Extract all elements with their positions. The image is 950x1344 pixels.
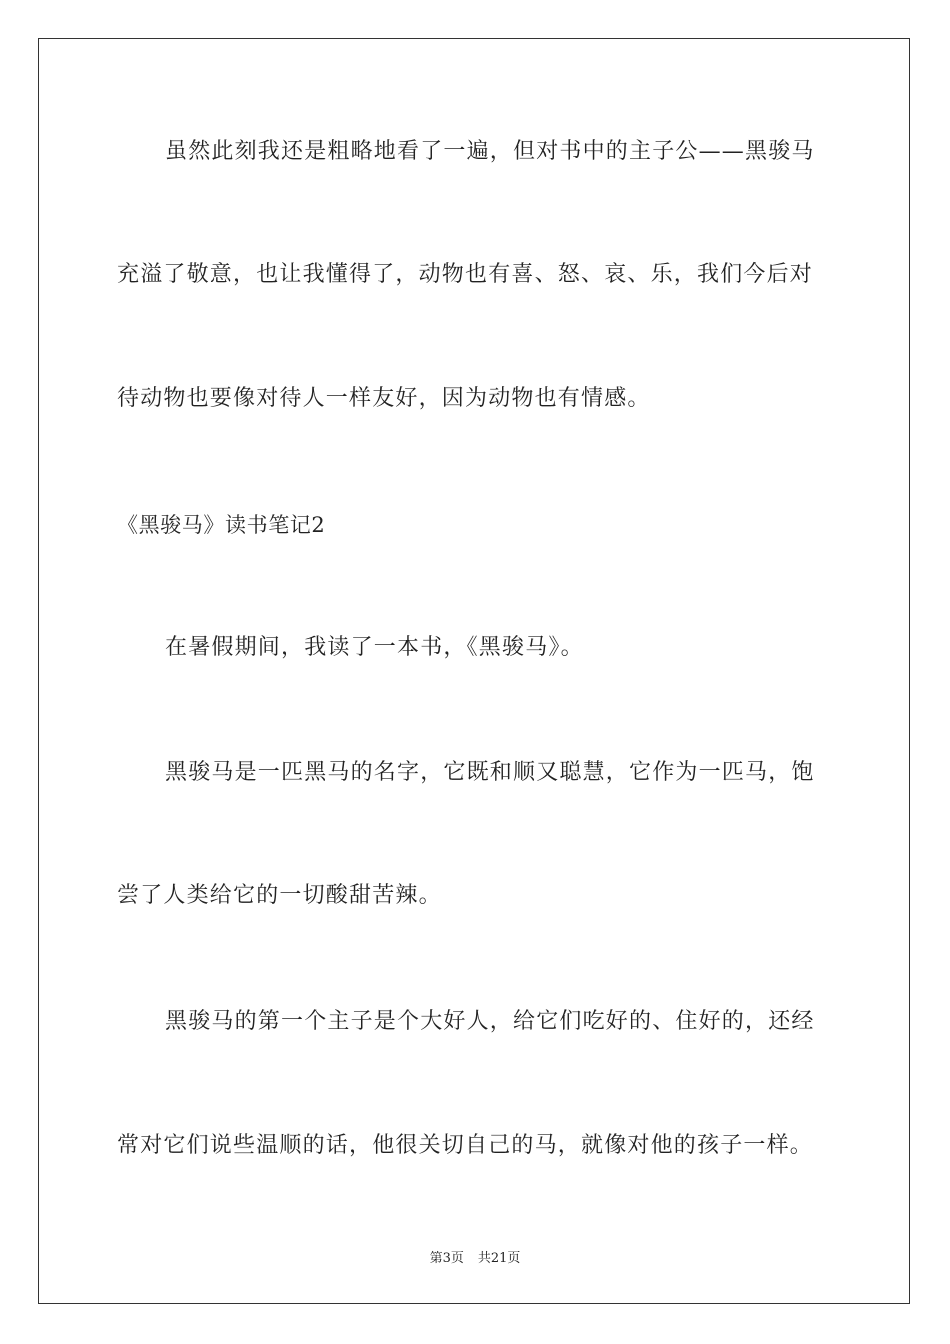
page-border [38,38,910,1304]
page-footer [0,1247,950,1266]
paragraph-line: 尝了人类给它的一切酸甜苦辣。 [117,883,442,908]
paragraph-line: 黑骏马是一匹黑马的名字，它既和顺又聪慧，它作为一匹马，饱 [165,760,815,785]
page-total: 共21页 [477,1251,521,1266]
paragraph-line: 常对它们说些温顺的话，他很关切自己的马，就像对他的孩子一样。 [117,1133,814,1158]
paragraph-line: 在暑假期间，我读了一本书，《黑骏马》。 [165,635,584,660]
paragraph-line: 待动物也要像对待人一样友好，因为动物也有情感。 [117,386,651,411]
paragraph-line: 黑骏马的第一个主子是个大好人，给它们吃好的、住好的，还经 [165,1009,815,1034]
section-heading: 《黑骏马》读书笔记2 [117,513,326,537]
page-number: 第3页 [429,1251,464,1266]
paragraph-line: 充溢了敬意，也让我懂得了，动物也有喜、怒、哀、乐，我们今后对 [117,262,814,287]
paragraph-line: 虽然此刻我还是粗略地看了一遍，但对书中的主子公——黑骏马 [165,139,815,164]
